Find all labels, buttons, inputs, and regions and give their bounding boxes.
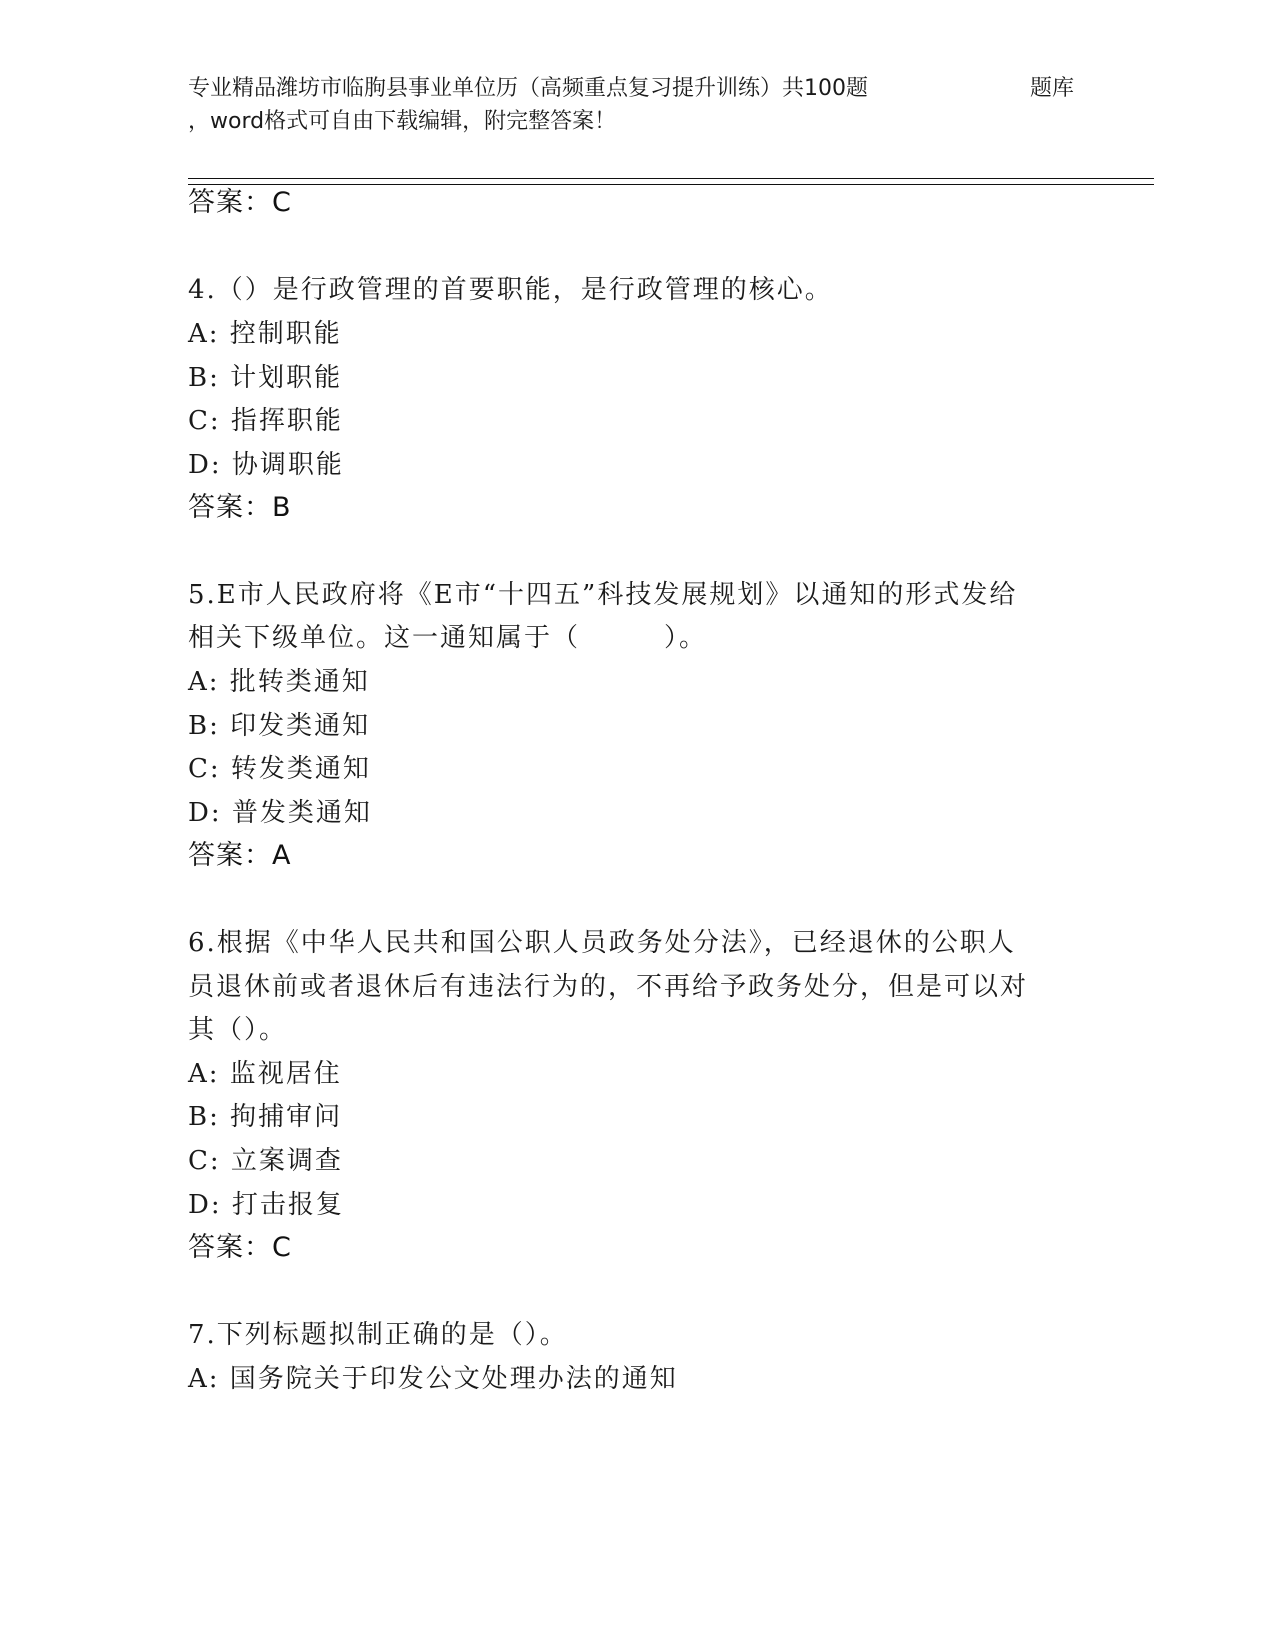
answer-label: 答案： xyxy=(188,1232,272,1263)
question-text: 员退休前或者退休后有违法行为的，不再给予政务处分，但是可以对 xyxy=(188,972,1029,1002)
question-text: 6.根据《中华人民共和国公职人员政务处分法》，已经退休的公职人 xyxy=(188,928,1016,958)
option-a: A: 监视居住 xyxy=(188,1059,342,1089)
answer-line xyxy=(188,839,291,873)
option-b: B: 拘捕审问 xyxy=(188,1102,343,1132)
option-c: C: 指挥职能 xyxy=(188,406,343,436)
question-text: 其（）。 xyxy=(188,1015,288,1045)
question-text: 7.下列标题拟制正确的是（）。 xyxy=(188,1320,568,1350)
option-d: D: 普发类通知 xyxy=(188,798,372,828)
answer-value: C xyxy=(272,187,292,218)
option-c: C: 转发类通知 xyxy=(188,754,371,784)
option-a: A: 批转类通知 xyxy=(188,667,370,697)
option-d: D: 打击报复 xyxy=(188,1190,344,1220)
option-b: B: 计划职能 xyxy=(188,363,343,393)
answer-value: A xyxy=(272,840,292,871)
question-text: 4.（）是行政管理的首要职能，是行政管理的核心。 xyxy=(188,275,833,305)
option-d: D: 协调职能 xyxy=(188,450,344,480)
answer-line xyxy=(188,1231,292,1265)
answer-line xyxy=(188,186,292,220)
header-title-line-2: ，word格式可自由下载编辑，附完整答案！ xyxy=(188,109,617,134)
answer-label: 答案： xyxy=(188,187,272,218)
header-tag: 题库 xyxy=(1030,76,1075,101)
answer-line xyxy=(188,491,292,525)
question-text: 相关下级单位。这一通知属于（ ）。 xyxy=(188,623,708,653)
header-divider-top xyxy=(188,178,1154,179)
answer-label: 答案： xyxy=(188,840,272,871)
header-title: 专业精品潍坊市临朐县事业单位历（高频重点复习提升训练）共100题 xyxy=(188,76,868,101)
option-a: A: 国务院关于印发公文处理办法的通知 xyxy=(188,1364,678,1394)
header-title-line-1 xyxy=(188,72,1148,105)
answer-value: B xyxy=(272,492,292,523)
header-divider-bottom xyxy=(188,184,1154,185)
option-a: A: 控制职能 xyxy=(188,319,342,349)
answer-value: C xyxy=(272,1232,292,1263)
option-b: B: 印发类通知 xyxy=(188,711,371,741)
question-text: 5.E市人民政府将《E市“十四五”科技发展规划》以通知的形式发给 xyxy=(188,580,1018,610)
answer-label: 答案： xyxy=(188,492,272,523)
page-header xyxy=(188,72,1148,138)
option-c: C: 立案调查 xyxy=(188,1146,343,1176)
